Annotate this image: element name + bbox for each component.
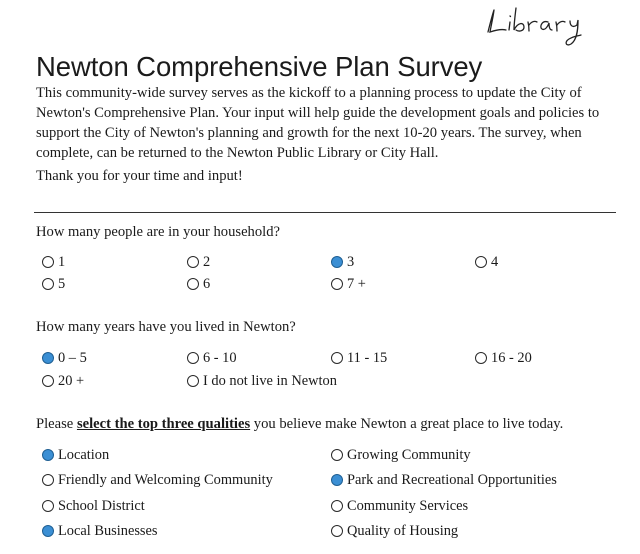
option-label: 5 [58,275,66,292]
question-emphasis: select the top three qualities [76,416,251,432]
option-label: 3 [347,253,355,270]
option-years-20-plus[interactable] [42,371,84,391]
option-household-7-plus[interactable] [331,274,366,294]
radio-button[interactable] [42,375,54,387]
question-text-before: Please [36,416,77,432]
radio-button[interactable] [331,352,343,364]
section-divider [34,212,616,213]
option-household-4[interactable] [475,252,498,272]
option-household-2[interactable] [187,252,210,272]
radio-button[interactable] [42,500,54,512]
option-label: 7 + [347,275,366,292]
option-years-6-10[interactable] [187,348,237,368]
option-household-3[interactable] [331,252,354,272]
radio-button[interactable] [475,256,487,268]
radio-button[interactable] [42,278,54,290]
radio-button[interactable] [331,474,343,486]
option-years-0-5[interactable] [42,348,87,368]
radio-button[interactable] [42,525,54,537]
page-title: Newton Comprehensive Plan Survey [36,51,483,82]
radio-button[interactable] [331,256,343,268]
option-label: School District [58,497,145,514]
option-label: 4 [491,253,499,270]
handwritten-library-note [482,2,602,50]
option-community-services[interactable] [331,496,468,516]
option-label: 1 [58,253,66,270]
option-label: 2 [203,253,211,270]
option-label: Friendly and Welcoming Community [58,471,273,488]
option-years-11-15[interactable] [331,348,387,368]
option-years-16-20[interactable] [475,348,532,368]
option-household-5[interactable] [42,274,65,294]
option-growing-community[interactable] [331,445,471,465]
question-years-lived: How many years have you lived in Newton? [36,319,296,335]
radio-button[interactable] [42,352,54,364]
option-label: 6 [203,275,211,292]
radio-button[interactable] [331,278,343,290]
option-label: Park and Recreational Opportunities [347,471,557,488]
question-text-after: you believe make Newton a great place to live today. [250,416,564,432]
option-label: I do not live in Newton [203,372,337,389]
intro-paragraph: This community-wide survey serves as the kickoff to a planning process to update the City of Newton's Comprehensive Plan. Your input will help guide the development goals and policies to support the City of Newton's planning and growth for the next 10-20 years. The survey, when complete, can be returned to the Newton Public Library or City Hall. [36,85,600,161]
radio-button[interactable] [42,256,54,268]
radio-button[interactable] [187,278,199,290]
radio-button[interactable] [42,449,54,461]
question-top-qualities [36,414,563,434]
option-local-businesses[interactable] [42,521,158,541]
option-label: Local Businesses [58,522,158,539]
option-label: Quality of Housing [347,522,459,539]
radio-button[interactable] [187,256,199,268]
radio-button[interactable] [475,352,487,364]
thanks-text: Thank you for your time and input! [36,168,243,184]
radio-button[interactable] [331,449,343,461]
option-not-in-newton[interactable] [187,371,337,391]
option-household-6[interactable] [187,274,210,294]
radio-button[interactable] [187,352,199,364]
question-household-size: How many people are in your household? [36,224,280,240]
option-label: Community Services [347,497,469,514]
option-label: 16 - 20 [491,349,532,366]
option-quality-housing[interactable] [331,521,458,541]
option-label: Location [58,446,110,463]
option-location[interactable] [42,445,109,465]
radio-button[interactable] [187,375,199,387]
option-school-district[interactable] [42,496,145,516]
radio-button[interactable] [42,474,54,486]
radio-button[interactable] [331,500,343,512]
option-friendly-welcoming[interactable] [42,470,273,490]
option-label: 6 - 10 [203,349,237,366]
option-label: 0 – 5 [58,349,87,366]
radio-button[interactable] [331,525,343,537]
option-household-1[interactable] [42,252,65,272]
option-label: 20 + [58,372,85,389]
option-label: 11 - 15 [347,349,388,366]
option-label: Growing Community [347,446,471,463]
option-park-recreation[interactable] [331,470,557,490]
